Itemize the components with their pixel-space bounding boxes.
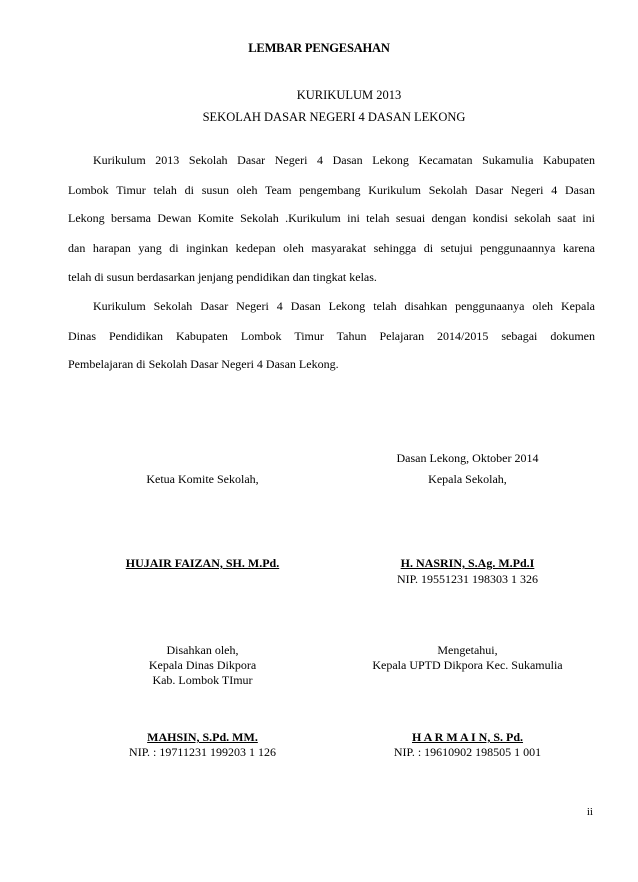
paragraph-line: Dinas Pendidikan Kabupaten Lombok Timur Tahun Pelajaran 2014/2015 sebagai dokumen [68,329,595,343]
paragraph-line: Pembelajaran di Sekolah Dasar Negeri 4 Dasan Lekong. [68,357,339,371]
dinas-head-region: Kab. Lombok TImur [152,673,253,687]
subtitle-curriculum: KURIKULUM 2013 [296,88,402,102]
page-number: ii [586,806,593,818]
uptd-head-nip: NIP. : 19610902 198505 1 001 [393,745,542,759]
committee-chair-role: Ketua Komite Sekolah, [146,472,259,486]
subtitle-school: SEKOLAH DASAR NEGERI 4 DASAN LEKONG [202,110,466,124]
principal-name: H. NASRIN, S.Ag. M.Pd.I [400,556,535,570]
paragraph-line: Kurikulum 2013 Sekolah Dasar Negeri 4 Dasan Lekong Kecamatan Sukamulia Kabupaten [93,153,595,167]
dinas-head-role: Kepala Dinas Dikpora [148,658,257,672]
acknowledged-label: Mengetahui, [437,643,498,657]
uptd-head-role: Kepala UPTD Dikpora Kec. Sukamulia [372,658,563,672]
principal-role: Kepala Sekolah, [428,472,507,486]
paragraph-line: dan harapan yang di inginkan kedepan oleh masyarakat sehingga di setujui penggunaannya karena [68,241,595,255]
uptd-head-name: H A R M A I N, S. Pd. [411,730,524,744]
committee-chair-name: HUJAIR FAIZAN, SH. M.Pd. [125,556,280,570]
principal-nip: NIP. 19551231 198303 1 326 [396,572,538,586]
dinas-head-name: MAHSIN, S.Pd. MM. [147,730,258,744]
paragraph-line: Lombok Timur telah di susun oleh Team pengembang Kurikulum Sekolah Dasar Negeri 4 Dasan [68,183,595,197]
paragraph-line: telah di susun berdasarkan jenjang pendidikan dan tingkat kelas. [68,270,377,284]
paragraph-line: Lekong bersama Dewan Komite Sekolah .Kurikulum ini telah sesuai dengan kondisi sekolah saat ini [68,211,595,225]
page-title: LEMBAR PENGESAHAN [248,41,390,55]
place-date: Dasan Lekong, Oktober 2014 [396,451,539,465]
dinas-head-nip: NIP. : 19711231 199203 1 126 [129,745,276,759]
approved-by-label: Disahkan oleh, [166,643,239,657]
paragraph-line: Kurikulum Sekolah Dasar Negeri 4 Dasan Lekong telah disahkan penggunaanya oleh Kepala [93,299,595,313]
